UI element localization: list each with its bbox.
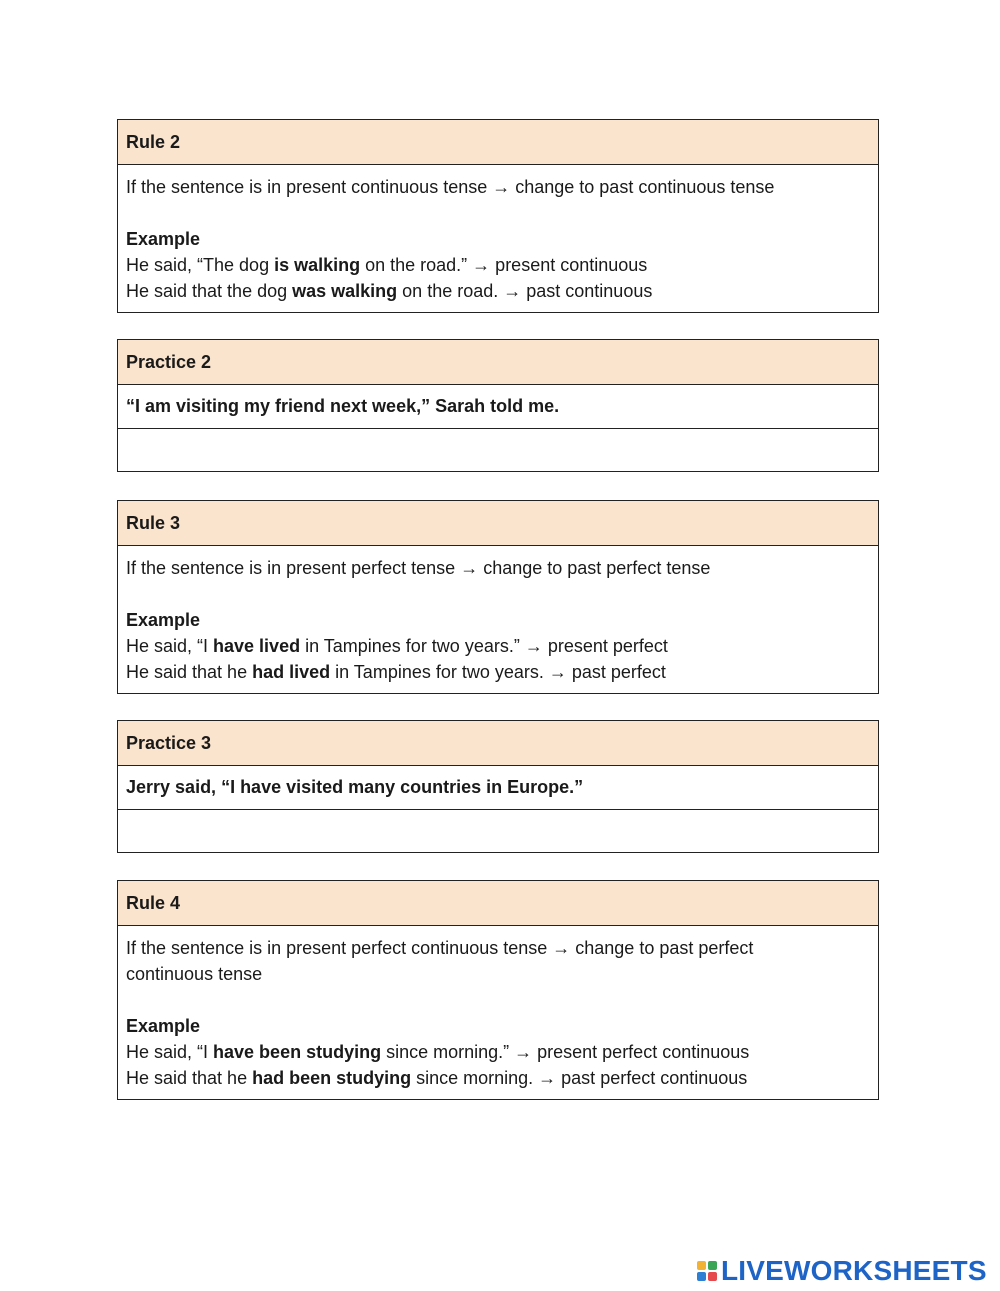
rule-4-description-line-1: If the sentence is in present perfect continuous tense → change to past perfect [126, 938, 754, 958]
practice-3-answer-input[interactable] [118, 810, 878, 852]
rule-2-body [118, 165, 878, 312]
practice-3-title: Practice 3 [118, 721, 878, 766]
rule-4-box [117, 880, 879, 1100]
rule-4-example-direct: He said, “I have been studying since morning.” → present perfect continuous [126, 1042, 750, 1062]
rule-2-title: Rule 2 [118, 120, 878, 165]
logo-tile-e [708, 1272, 717, 1281]
practice-3-box [117, 720, 879, 853]
rule-4-title: Rule 4 [118, 881, 878, 926]
rule-2-example-reported: He said that the dog was walking on the road. → past continuous [126, 281, 653, 301]
rule-2-box [117, 119, 879, 313]
rule-3-description: If the sentence is in present perfect tense → change to past perfect tense [126, 558, 711, 578]
liveworksheets-logo-text: LIVEWORKSHEETS [721, 1255, 987, 1286]
rule-3-body [118, 546, 878, 693]
logo-tile-l [697, 1261, 706, 1270]
rule-3-example-label: Example [126, 610, 201, 630]
rule-4-example-reported: He said that he had been studying since morning. → past perfect continuous [126, 1068, 748, 1088]
liveworksheets-logo-icon [697, 1261, 717, 1281]
rule-4-example-label: Example [126, 1016, 201, 1036]
practice-2-title: Practice 2 [118, 340, 878, 385]
rule-2-description: If the sentence is in present continuous tense → change to past continuous tense [126, 177, 775, 197]
rule-3-example-direct: He said, “I have lived in Tampines for two years.” → present perfect [126, 636, 668, 656]
practice-2-question: “I am visiting my friend next week,” Sarah told me. [118, 385, 878, 429]
rule-3-example-reported: He said that he had lived in Tampines for two years. → past perfect [126, 662, 666, 682]
practice-2-box [117, 339, 879, 472]
rule-2-example-direct: He said, “The dog is walking on the road.” → present continuous [126, 255, 648, 275]
liveworksheets-logo [697, 1256, 987, 1286]
rule-3-box [117, 500, 879, 694]
rule-4-description-line-2: continuous tense [126, 964, 263, 984]
logo-tile-v [697, 1272, 706, 1281]
practice-2-answer-input[interactable] [118, 429, 878, 471]
logo-tile-i [708, 1261, 717, 1270]
rule-4-body [118, 926, 878, 1099]
practice-3-question: Jerry said, “I have visited many countries in Europe.” [118, 766, 878, 810]
rule-3-title: Rule 3 [118, 501, 878, 546]
rule-2-example-label: Example [126, 229, 201, 249]
